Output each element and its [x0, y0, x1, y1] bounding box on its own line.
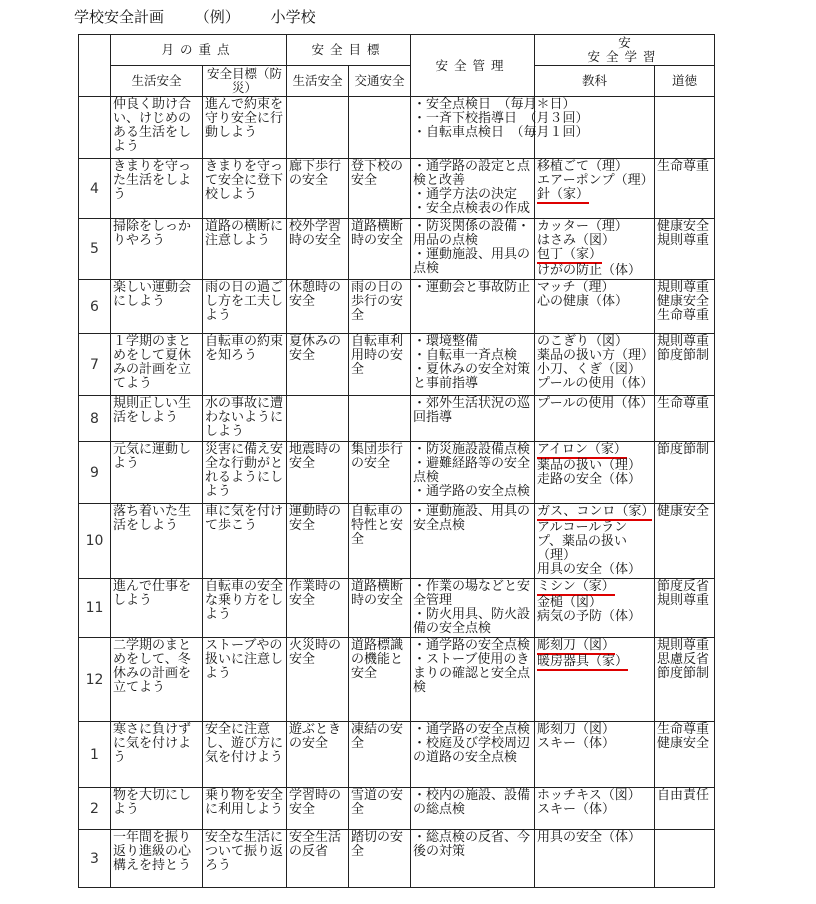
focus-cell: 一年間を振り返り進級の心構えを持とう — [111, 830, 203, 888]
subject-line — [537, 160, 652, 174]
mgmt-line: ・通学路の安全点検 — [413, 722, 531, 737]
mgmt-line: ・作業の場などと安全管理 — [413, 579, 531, 608]
traffic-safety-cell: 雨の日の歩行の安全 — [349, 280, 411, 334]
subject-line — [537, 295, 652, 309]
mgmt-line: ・通学路の安全点検 — [413, 484, 531, 499]
subject-item: 包丁（家） — [537, 247, 603, 262]
subject-cell — [535, 788, 655, 830]
mgmt-line: ・夏休みの安全対策と事前指導 — [413, 362, 531, 391]
subject-item: 薬品の扱い方（理） — [537, 348, 655, 363]
month-row — [79, 219, 715, 280]
subject-line — [537, 443, 652, 459]
header-row-top — [79, 35, 715, 66]
subject-item: スキー（体） — [537, 802, 616, 817]
subject-cell — [535, 579, 655, 638]
subject-item: ミシン（家） — [537, 579, 615, 594]
life-safety-cell: 学習時の安全 — [287, 788, 349, 830]
header-learning-label: 安全学習 — [587, 49, 662, 64]
subject-line — [537, 737, 652, 751]
subject-line — [537, 521, 652, 563]
traffic-safety-cell: 道路標識の機能と安全 — [349, 638, 411, 722]
header-goals-group: 安全目標 — [287, 35, 411, 66]
subject-line — [537, 281, 652, 295]
mgmt-line: ・総点検の反省、今後の対策 — [413, 830, 531, 859]
month-row — [79, 722, 715, 788]
life-safety-cell: 火災時の安全 — [287, 638, 349, 722]
subject-item: はさみ（図） — [537, 233, 616, 248]
goal-cell: 安全な生活について振り返ろう — [203, 830, 287, 888]
month-number: 4 — [79, 159, 111, 219]
management-cell — [411, 442, 535, 504]
subject-line — [537, 610, 652, 624]
month-number: 8 — [79, 396, 111, 442]
month-row — [79, 638, 715, 722]
focus-cell: 楽しい運動会にしよう — [111, 280, 203, 334]
subject-item: マッチ（理） — [537, 280, 615, 295]
management-cell — [411, 396, 535, 442]
subject-item: スキー（体） — [537, 736, 616, 751]
goal-cell: 自転車の約束を知ろう — [203, 334, 287, 396]
intro-moral — [655, 97, 715, 159]
subject-line — [537, 504, 655, 521]
mgmt-line: ・ストーブ使用のきまりの確認と安全点検 — [413, 652, 531, 695]
management-cell — [411, 159, 535, 219]
subject-item: ガス、コンロ（家） — [537, 504, 655, 519]
mgmt-line: ・自転車点検日 （毎月１回） — [413, 125, 589, 140]
intro-management — [411, 97, 589, 159]
life-safety-cell: 校外学習時の安全 — [287, 219, 349, 280]
subject-line — [537, 335, 652, 349]
month-number: 5 — [79, 219, 111, 280]
month-number: 10 — [79, 504, 111, 579]
mgmt-line: ・一斉下校指導日 （月３回） — [413, 111, 589, 126]
subject-item: 小刀、くぎ（図） — [537, 362, 642, 377]
intro-row — [79, 97, 715, 159]
subject-item: 病気の予防（体） — [537, 609, 642, 624]
life-safety-cell: 夏休みの安全 — [287, 334, 349, 396]
header-management: 安全管理 — [411, 35, 535, 97]
subject-cell — [535, 442, 655, 504]
header-row-bottom — [79, 66, 715, 97]
header-focus-goal: 安全目標（防災） — [203, 66, 287, 97]
mgmt-line: ・通学方法の決定 — [413, 187, 518, 202]
goal-cell: 災害に備え安全な行動がとれるようにしよう — [203, 442, 287, 504]
focus-cell: 落ち着いた生活をしよう — [111, 504, 203, 579]
subject-line — [537, 397, 652, 411]
focus-cell: 掃除をしっかりやろう — [111, 219, 203, 280]
mgmt-line: ・避難経路等の安全点検 — [413, 456, 531, 485]
moral-cell: 健康安全 規則尊重 — [655, 219, 715, 280]
management-cell — [411, 579, 535, 638]
subject-item: エアーポンプ（理） — [537, 173, 654, 188]
goal-cell: 車に気を付けて歩こう — [203, 504, 287, 579]
goal-cell: 道路の横断に注意しよう — [203, 219, 287, 280]
management-cell — [411, 504, 535, 579]
subject-cell — [535, 504, 655, 579]
subject-line — [537, 348, 655, 363]
focus-cell: 二学期のまとめをして、冬休みの計画を立てよう — [111, 638, 203, 722]
management-cell — [411, 722, 535, 788]
month-number: 3 — [79, 830, 111, 888]
mgmt-line: ・安全点検日 （毎月＊日） — [413, 97, 576, 112]
moral-cell: 健康安全 — [655, 504, 715, 579]
mgmt-line: ・運動会と事故防止 — [413, 280, 531, 295]
goal-cell: ストーブやの扱いに注意しよう — [203, 638, 287, 722]
subject-item: 薬品の扱い（理） — [537, 458, 642, 473]
safety-plan-table — [78, 34, 715, 888]
moral-cell: 規則尊重 健康安全 生命尊重 — [655, 280, 715, 334]
month-number: 6 — [79, 280, 111, 334]
mgmt-line: ・運動施設、用具の安全点検 — [413, 504, 531, 533]
management-cell — [411, 638, 535, 722]
mgmt-line: ・防火用具、防火設備の安全点検 — [413, 607, 531, 636]
subject-item: けがの防止（体） — [537, 263, 642, 278]
intro-traffic — [349, 97, 411, 159]
document-title: 学校安全計画 — [74, 8, 165, 26]
subject-line — [537, 459, 652, 473]
subject-cell — [535, 830, 655, 888]
moral-cell: 生命尊重 健康安全 — [655, 722, 715, 788]
management-cell — [411, 830, 535, 888]
subject-item: ホッチキス（図） — [537, 788, 641, 803]
month-number: 11 — [79, 579, 111, 638]
traffic-safety-cell: 登下校の安全 — [349, 159, 411, 219]
header-subject: 教科 — [535, 66, 655, 97]
moral-cell: 規則尊重 思慮反省 節度節制 — [655, 638, 715, 722]
management-cell — [411, 788, 535, 830]
month-row — [79, 504, 715, 579]
header-education-group — [535, 35, 715, 66]
subject-item: 彫刻刀（図） — [537, 638, 616, 653]
goal-cell: 雨の日の過ごし方を工夫しよう — [203, 280, 287, 334]
subject-line — [537, 831, 652, 845]
subject-item: 走路の安全（体） — [537, 472, 642, 487]
month-row — [79, 334, 715, 396]
traffic-safety-cell: 集団歩行の安全 — [349, 442, 411, 504]
subject-cell — [535, 638, 655, 722]
subject-item: 暖房器具（家） — [537, 654, 629, 669]
subject-line — [537, 563, 652, 577]
traffic-safety-cell: 踏切の安全 — [349, 830, 411, 888]
month-number: 12 — [79, 638, 111, 722]
mgmt-line: ・防災施設設備点検 — [413, 442, 531, 457]
subject-item: プールの使用（体） — [537, 396, 654, 411]
subject-line — [537, 174, 652, 188]
mgmt-line: ・通学路の設定と点検と改善 — [413, 159, 531, 188]
traffic-safety-cell: 雪道の安全 — [349, 788, 411, 830]
goal-cell: きまりを守って安全に登下校しよう — [203, 159, 287, 219]
month-number: 1 — [79, 722, 111, 788]
intro-goal: 進んで約束を守り安全に行動しよう — [203, 97, 287, 159]
focus-cell: 進んで仕事をしよう — [111, 579, 203, 638]
traffic-safety-cell: 道路横断時の安全 — [349, 219, 411, 280]
traffic-safety-cell: 凍結の安全 — [349, 722, 411, 788]
subject-cell — [535, 722, 655, 788]
subject-line — [537, 363, 652, 377]
subject-item: カッター（理） — [537, 219, 628, 234]
mgmt-line: ・安全点検表の作成 — [413, 201, 531, 216]
focus-cell: １学期のまとめをして夏休みの計画を立てよう — [111, 334, 203, 396]
month-row — [79, 788, 715, 830]
mgmt-line: ・校庭及び学校周辺の道路の安全点検 — [413, 736, 531, 765]
subject-cell — [535, 280, 655, 334]
traffic-safety-cell: 自転車利用時の安全 — [349, 334, 411, 396]
management-cell — [411, 219, 535, 280]
subject-line — [537, 188, 652, 204]
subject-item: 心の健康（体） — [537, 294, 629, 309]
focus-cell: 元気に運動しよう — [111, 442, 203, 504]
mgmt-line: ・通学路の安全点検 — [413, 638, 531, 653]
month-row — [79, 280, 715, 334]
traffic-safety-cell — [349, 396, 411, 442]
management-cell — [411, 334, 535, 396]
life-safety-cell: 廊下歩行の安全 — [287, 159, 349, 219]
header-education-label: 安 — [618, 35, 631, 50]
mgmt-line: ・環境整備 — [413, 334, 479, 349]
moral-cell: 生命尊重 — [655, 159, 715, 219]
subject-line — [537, 596, 652, 610]
subject-line — [537, 639, 652, 655]
goal-cell: 自転車の安全な乗り方をしよう — [203, 579, 287, 638]
subject-line — [537, 220, 652, 234]
intro-month — [79, 97, 111, 159]
month-row — [79, 830, 715, 888]
management-cell — [411, 280, 535, 334]
focus-cell: きまりを守った生活をしよう — [111, 159, 203, 219]
subject-cell — [535, 334, 655, 396]
mgmt-line: ・自転車一斉点検 — [413, 348, 518, 363]
subject-item: 移植ごて（理） — [537, 159, 629, 174]
moral-cell: 規則尊重 節度節制 — [655, 334, 715, 396]
month-header — [79, 35, 111, 97]
moral-cell: 自由責任 — [655, 788, 715, 830]
document-title-row — [74, 6, 342, 27]
subject-line — [537, 473, 652, 487]
month-number: 9 — [79, 442, 111, 504]
header-goal-life: 生活安全 — [287, 66, 349, 97]
header-goal-traffic: 交通安全 — [349, 66, 411, 97]
subject-cell — [535, 219, 655, 280]
mgmt-line: ・運動施設、用具の点検 — [413, 247, 531, 276]
life-safety-cell: 休憩時の安全 — [287, 280, 349, 334]
moral-cell: 生命尊重 — [655, 396, 715, 442]
intro-life — [287, 97, 349, 159]
subject-line — [537, 655, 652, 671]
header-moral: 道徳 — [655, 66, 715, 97]
traffic-safety-cell: 道路横断時の安全 — [349, 579, 411, 638]
subject-line — [537, 234, 652, 248]
life-safety-cell — [287, 396, 349, 442]
document-school: 小学校 — [270, 8, 316, 26]
month-number: 7 — [79, 334, 111, 396]
subject-item: 用具の安全（体） — [537, 830, 642, 845]
mgmt-line: ・郊外生活状況の巡回指導 — [413, 396, 531, 425]
subject-line — [537, 377, 652, 391]
month-row — [79, 396, 715, 442]
life-safety-cell: 地震時の安全 — [287, 442, 349, 504]
subject-line — [537, 580, 652, 596]
header-focus-group: 月の重点 — [111, 35, 287, 66]
subject-item: 用具の安全（体） — [537, 562, 642, 577]
goal-cell: 水の事故に遭わないようにしよう — [203, 396, 287, 442]
subject-item: のこぎり（図） — [537, 334, 629, 349]
goal-cell: 乗り物を安全に利用しよう — [203, 788, 287, 830]
subject-line — [537, 803, 652, 817]
subject-cell — [535, 396, 655, 442]
subject-line — [537, 248, 652, 264]
life-safety-cell: 遊ぶときの安全 — [287, 722, 349, 788]
subject-item: プールの使用（体） — [537, 376, 654, 391]
traffic-safety-cell: 自転車の特性と安全 — [349, 504, 411, 579]
subject-item: アイロン（家） — [537, 442, 627, 457]
subject-line — [537, 264, 652, 278]
moral-cell — [655, 830, 715, 888]
subject-line — [537, 723, 652, 737]
goal-cell: 安全に注意し、遊び方に気を付けよう — [203, 722, 287, 788]
month-row — [79, 442, 715, 504]
header-life: 生活安全 — [111, 66, 203, 97]
moral-cell: 節度反省 規則尊重 — [655, 579, 715, 638]
month-row — [79, 579, 715, 638]
subject-cell — [535, 159, 655, 219]
focus-cell: 寒さに負けずに気を付けよう — [111, 722, 203, 788]
focus-cell: 規則正しい生活をしよう — [111, 396, 203, 442]
month-row — [79, 159, 715, 219]
focus-cell: 物を大切にしよう — [111, 788, 203, 830]
document-example-tag: （例） — [194, 8, 240, 26]
subject-item: 金槌（図） — [537, 595, 603, 610]
life-safety-cell: 安全生活の反省 — [287, 830, 349, 888]
mgmt-line: ・校内の施設、設備の総点検 — [413, 788, 531, 817]
subject-line — [537, 789, 652, 803]
moral-cell: 節度節制 — [655, 442, 715, 504]
month-number: 2 — [79, 788, 111, 830]
intro-focus: 仲良く助け合い、けじめのある生活をしよう — [111, 97, 203, 159]
life-safety-cell: 運動時の安全 — [287, 504, 349, 579]
subject-item: アルコールランプ、薬品の扱い（理） — [537, 520, 628, 563]
life-safety-cell: 作業時の安全 — [287, 579, 349, 638]
subject-item: 彫刻刀（図） — [537, 722, 616, 737]
subject-item: 針（家） — [537, 187, 590, 202]
mgmt-line: ・防災関係の設備・用品の点検 — [413, 219, 531, 248]
